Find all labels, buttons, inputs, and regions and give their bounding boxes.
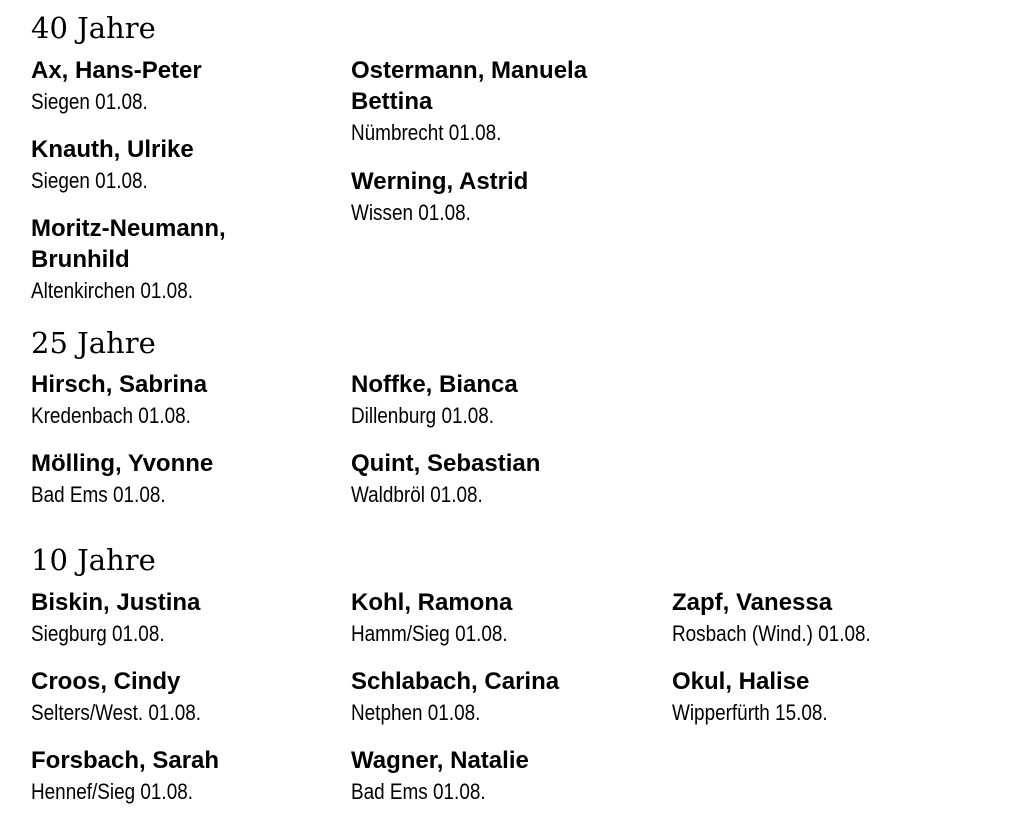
entry-name: Zapf, Vanessa (672, 589, 833, 616)
jubilee-entry (351, 369, 641, 431)
entry-detail: Hamm/Sieg 01.08. (351, 621, 508, 646)
jubilee-entry (31, 448, 321, 510)
jubilee-entry (31, 369, 321, 431)
jubilee-entry (31, 213, 271, 306)
jubilee-entry (351, 587, 641, 649)
entry-detail: Bad Ems 01.08. (351, 779, 486, 804)
entry-detail: Kredenbach 01.08. (31, 403, 191, 428)
entry-name: Ax, Hans-Peter (31, 57, 202, 84)
entry-detail: Selters/West. 01.08. (31, 700, 202, 725)
jubilee-entry (31, 587, 321, 649)
entry-detail: Bad Ems 01.08. (31, 482, 166, 507)
entry-name: Mölling, Yvonne (31, 450, 214, 477)
entry-detail: Siegen 01.08. (31, 168, 148, 193)
entry-detail: Wissen 01.08. (351, 200, 471, 225)
entry-detail: Netphen 01.08. (351, 700, 481, 725)
entry-name: Schlabach, Carina (351, 668, 560, 695)
section-title-25-jahre: 25 Jahre (31, 326, 156, 360)
jubilee-entry (351, 666, 641, 728)
entry-detail: Hennef/Sieg 01.08. (31, 779, 194, 804)
entry-detail: Siegburg 01.08. (31, 621, 165, 646)
jubilee-entry (351, 448, 641, 510)
jubilee-entry (351, 745, 641, 807)
entry-detail: Nümbrecht 01.08. (351, 120, 502, 145)
entry-detail: Altenkirchen 01.08. (31, 278, 193, 303)
jubilee-entry (31, 55, 321, 117)
entry-name: Ostermann, Manuela Bettina (351, 57, 588, 115)
entry-name: Moritz-Neumann, Brunhild (31, 215, 226, 273)
entry-detail: Dillenburg 01.08. (351, 403, 495, 428)
entry-name: Hirsch, Sabrina (31, 371, 208, 398)
jubilee-entry (31, 666, 321, 728)
jubilee-entry (672, 587, 992, 649)
section-title-40-jahre: 40 Jahre (31, 11, 156, 45)
entry-name: Kohl, Ramona (351, 589, 513, 616)
entry-detail: Waldbröl 01.08. (351, 482, 483, 507)
jubilee-entry (31, 745, 321, 807)
entry-name: Knauth, Ulrike (31, 136, 194, 163)
jubilee-entry (351, 55, 611, 148)
jubilee-entry (351, 166, 641, 228)
entry-name: Quint, Sebastian (351, 450, 541, 477)
entry-name: Biskin, Justina (31, 589, 201, 616)
entry-name: Werning, Astrid (351, 168, 529, 195)
jubilee-entry (672, 666, 992, 728)
entry-detail: Rosbach (Wind.) 01.08. (672, 621, 871, 646)
entry-name: Forsbach, Sarah (31, 747, 220, 774)
jubilee-entry (31, 134, 321, 196)
section-title-10-jahre: 10 Jahre (31, 543, 156, 577)
entry-name: Okul, Halise (672, 668, 810, 695)
entry-detail: Wipperfürth 15.08. (672, 700, 828, 725)
entry-name: Wagner, Natalie (351, 747, 529, 774)
entry-name: Noffke, Bianca (351, 371, 518, 398)
entry-detail: Siegen 01.08. (31, 89, 148, 114)
entry-name: Croos, Cindy (31, 668, 181, 695)
